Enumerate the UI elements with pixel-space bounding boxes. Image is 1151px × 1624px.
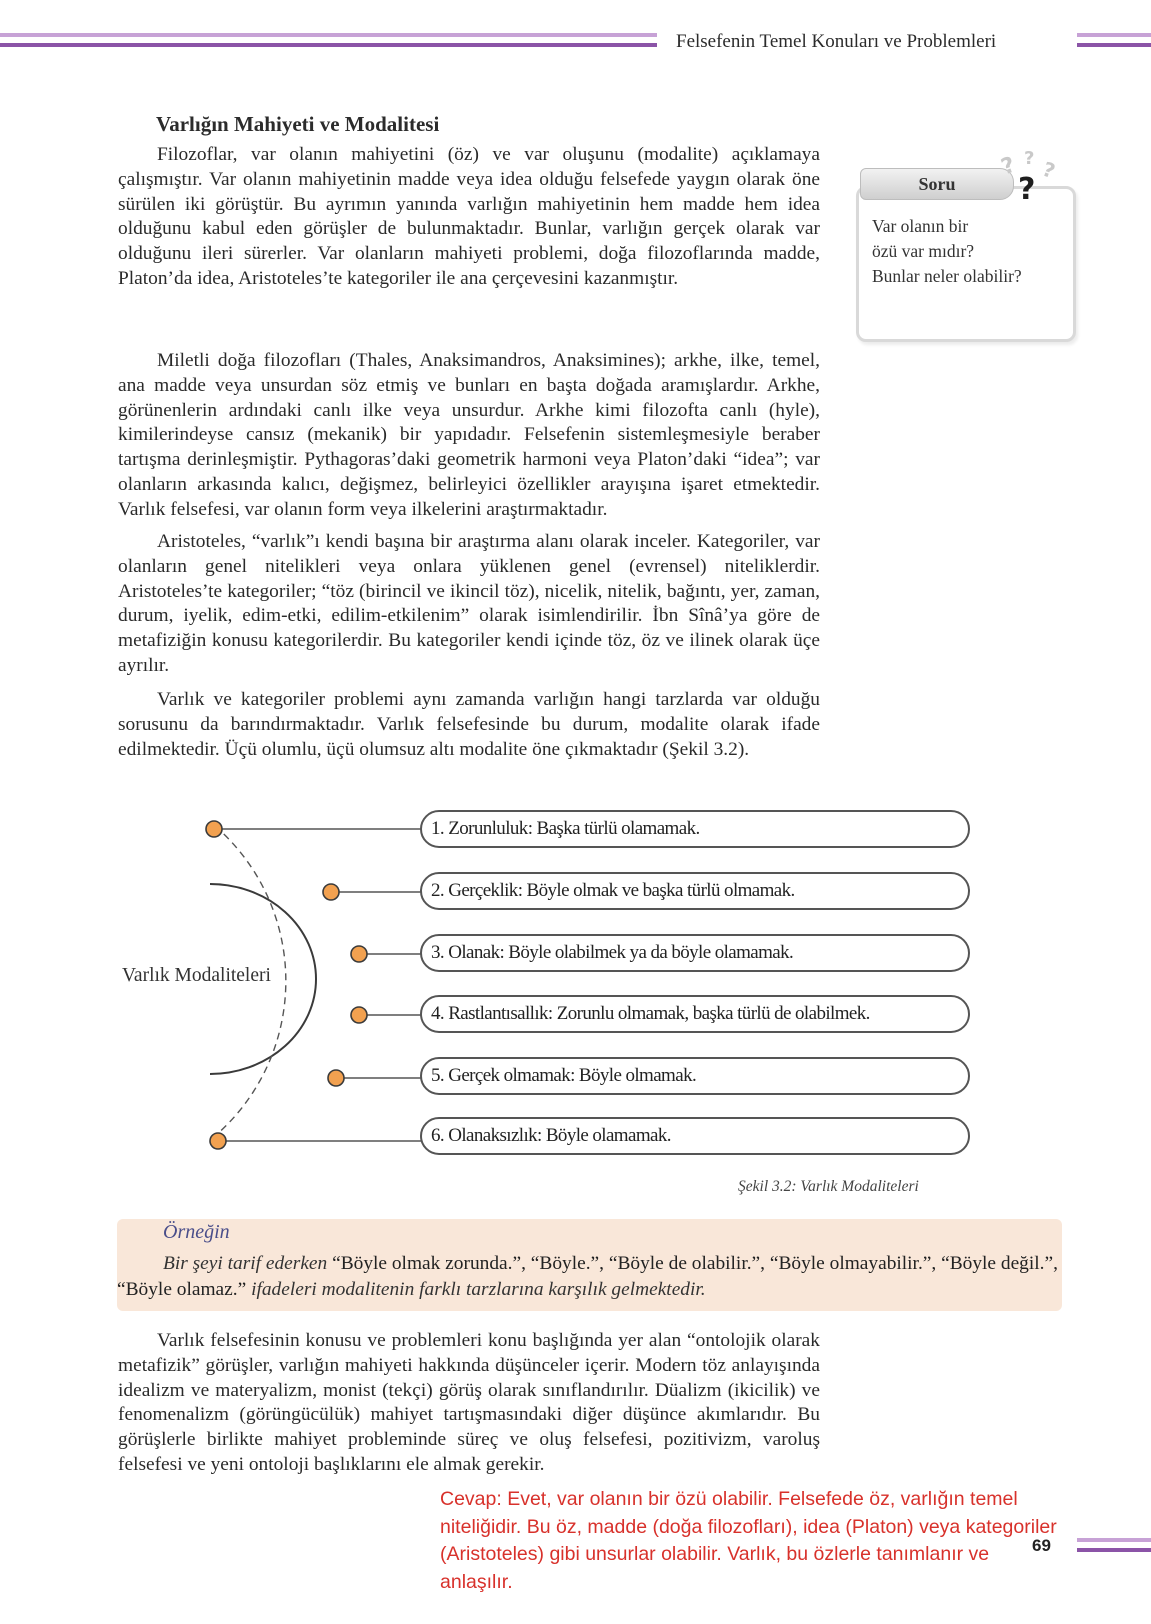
question-line-1: Var olanın bir — [872, 216, 969, 236]
header-title: Felsefenin Temel Konuları ve Problemleri — [676, 31, 997, 52]
question-tab: Soru — [860, 168, 1014, 200]
paragraph-5: Varlık felsefesinin konusu ve problemleri konu başlığında yer alan “ontolojik olarak metafizik” görüşler, varlığın mahiyeti hakkında düşünceler içerir. Modern töz anlayışında idealizm ve materyalizm, monist (tekçi) görüş olarak sınıflandırılır. Düalizm (ikicilik) ve fenomenalizm (görüngücülük) mahiyet tartışmasındaki diğer düşünce akımlarıdır. Bu görüşlerle birlikte mahiyet probleminde süreç ve oluş felsefesi, pozitivizm, varoluş felsefesi ve yeni ontoloji başlıklarını ele almak gerekir. — [118, 1330, 820, 1475]
figure-caption: Şekil 3.2: Varlık Modaliteleri — [738, 1178, 919, 1195]
modality-item-2: 2. Gerçeklik: Böyle olmak ve başka türlü olmamak. — [420, 872, 970, 910]
example-outro: ifadeleri modalitenin farklı tarzlarına karşılık gelmektedir. — [251, 1278, 706, 1300]
modality-item-5: 5. Gerçek olmamak: Böyle olmamak. — [420, 1057, 970, 1095]
modality-item-1: 1. Zorunluluk: Başka türlü olamamak. — [420, 810, 970, 848]
modality-node-3 — [351, 946, 367, 962]
paragraph-1: Filozoflar, var olanın mahiyetini (öz) ve var oluşunu (modalite) açıklamaya çalışmıştır. Var olanın mahiyetinin madde veya idea olduğu felsefede yaygın olarak öne sürülen iki görüştür. Bu ayrımın yanında varlığın mahiyetinin hem madde hem idea olduğunu kabul eden görüşler de bulunmaktadır. Bunlar, varlığın gerçek olarak var olduğunu ileri sürerler. Var olanların mahiyeti problemi, doğa filozoflarında madde, Platon’da idea, Aristoteles’te kategoriler ile ana çerçevesini kazanmıştır. — [118, 144, 820, 289]
modality-node-5 — [328, 1070, 344, 1086]
example-text — [117, 1251, 1062, 1302]
footer-bar-bottom — [1077, 1548, 1151, 1552]
modality-node-6 — [210, 1133, 226, 1149]
answer-text: Cevap: Evet, var olanın bir özü olabilir. Felsefede öz, varlığın temel niteliğidir. Bu öz, madde (doğa filozofları), idea (Platon) veya kategoriler (Aristoteles) gibi unsurlar olabilir. Varlık, bu özlerle tanımlanır ve anlaşılır. — [440, 1488, 1057, 1593]
modality-node-4 — [351, 1007, 367, 1023]
example-intro: Bir şeyi tarif ederken — [163, 1253, 328, 1274]
modality-item-3: 3. Olanak: Böyle olabilmek ya da böyle olamamak. — [420, 934, 970, 972]
section-title: Varlığın Mahiyeti ve Modalitesi — [156, 112, 440, 136]
modality-node-2 — [323, 884, 339, 900]
paragraph-2: Miletli doğa filozofları (Thales, Anaksimandros, Anaksimines); arkhe, ilke, temel, ana madde veya unsurdan söz etmiş ve bunları en başta doğada aramışlardır. Arkhe, görünenlerin ardındaki canlı ilke veya unsurdur. Arkhe kimi filozofta canlı (hyle), kimilerindeyse cansız (mekanik) bir yapıdadır. Felsefenin sistemleşmesiyle beraber tartışma derinleşmiştir. Pythagoras’daki geometrik harmoni veya Platon’daki “idea”; var olanların arkasında kalıcı, değişmez, belirleyici özellikler arayışına işaret etmektedir. Varlık felsefesi, var olanın form veya ilkelerini araştırmaktadır. — [118, 350, 820, 520]
modality-item-6: 6. Olanaksızlık: Böyle olamamak. — [420, 1117, 970, 1155]
example-quotes: “Böyle olmak zorunda.”, “Böyle.”, “Böyle de olabilir.”, “Böyle olmayabilir.”, “Böyle değil.”, “Böyle olamaz.” — [117, 1253, 1058, 1300]
paragraph-3: Aristoteles, “varlık”ı kendi başına bir araştırma alanı olarak inceler. Kategoriler, var olanların genel nitelikleri veya onlara yüklenen genel (evrensel) niteliklerdir. Aristoteles’te kategoriler; “töz (birincil ve ikincil töz), nicelik, nitelik, bağıntı, yer, zaman, durum, iyelik, edim-etki, edilim-etkilenim” olarak isimlendirilir. İbn Sînâ’ya göre de metafiziğin konusu kategorilerdir. Bu kategoriler kendi içinde töz, öz ve ilinek olarak üçe ayrılır. — [118, 531, 820, 676]
question-line-3: Bunlar neler olabilir? — [872, 266, 1022, 286]
example-title: Örneğin — [163, 1221, 230, 1243]
footer-bar-top — [1077, 1538, 1151, 1542]
page-number: 69 — [1032, 1536, 1051, 1555]
diagram-label: Varlık Modaliteleri — [122, 965, 271, 986]
paragraph-4: Varlık ve kategoriler problemi aynı zamanda varlığın hangi tarzlarda var olduğu sorusunu da barındırmaktadır. Varlık felsefesinde bu durum, modalite olarak ifade edilmektedir. Üçü olumlu, üçü olumsuz altı modalite öne çıkmaktadır (Şekil 3.2). — [118, 689, 820, 760]
modality-item-4: 4. Rastlantısallık: Zorunlu olmamak, başka türlü de olabilmek. — [420, 995, 970, 1033]
question-line-2: özü var mıdır? — [872, 241, 975, 261]
modality-node-1 — [206, 821, 222, 837]
